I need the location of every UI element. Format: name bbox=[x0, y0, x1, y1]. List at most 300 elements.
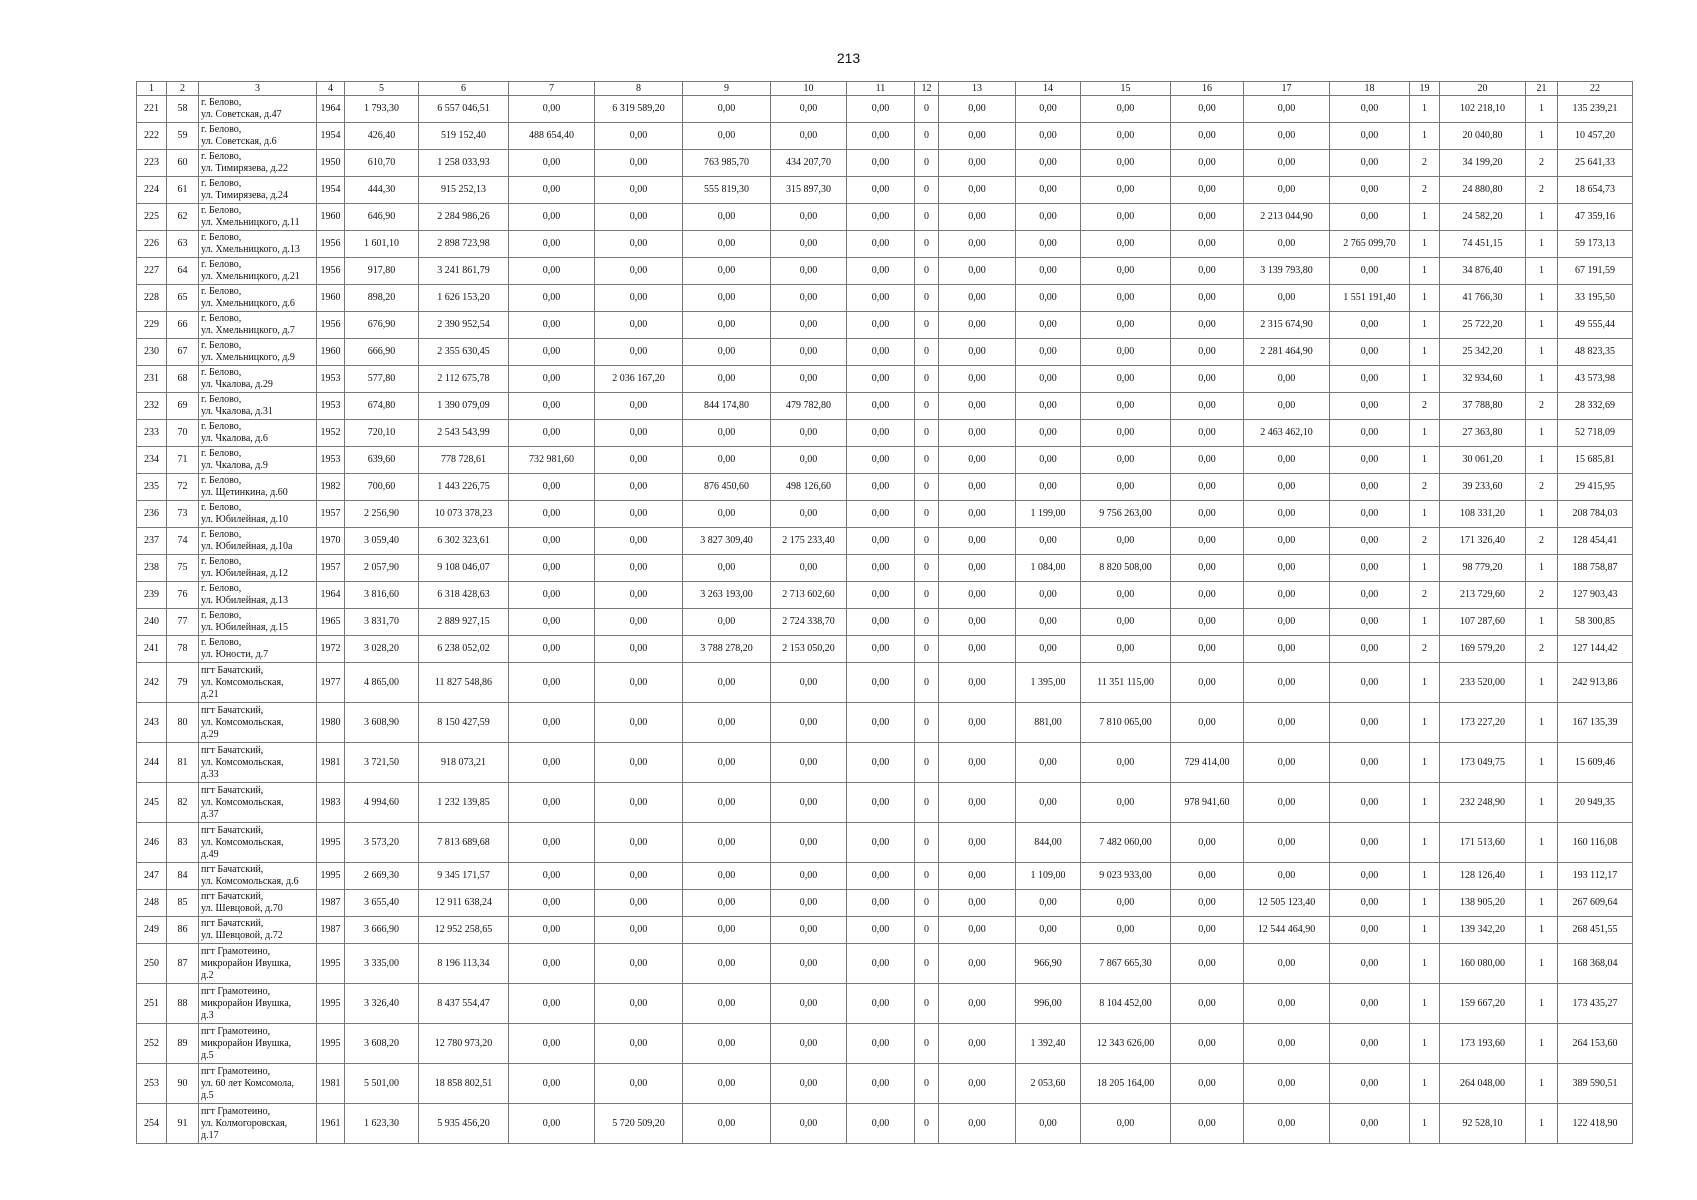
table-cell: 1 bbox=[1410, 366, 1440, 393]
table-cell: 10 073 378,23 bbox=[419, 501, 509, 528]
table-cell: 0,00 bbox=[683, 501, 771, 528]
table-cell: 1957 bbox=[317, 501, 345, 528]
table-cell: 0,00 bbox=[1081, 447, 1171, 474]
table-cell: 25 722,20 bbox=[1440, 312, 1526, 339]
address-line: г. Белово, bbox=[201, 610, 242, 621]
table-cell: 444,30 bbox=[345, 177, 419, 204]
address-line: ул. Тимирязева, д.24 bbox=[201, 190, 289, 201]
table-cell: 3 608,20 bbox=[345, 1024, 419, 1064]
table-cell: 0,00 bbox=[683, 204, 771, 231]
table-cell: 102 218,10 bbox=[1440, 96, 1526, 123]
table-cell: 1 bbox=[1410, 984, 1440, 1024]
table-cell: 0,00 bbox=[1081, 528, 1171, 555]
table-cell: 173 193,60 bbox=[1440, 1024, 1526, 1064]
table-cell: 0,00 bbox=[595, 1064, 683, 1104]
table-cell: 1 bbox=[1526, 823, 1558, 863]
table-cell: 674,80 bbox=[345, 393, 419, 420]
table-cell: 0,00 bbox=[771, 1024, 847, 1064]
table-cell: 1987 bbox=[317, 890, 345, 917]
table-cell: 0,00 bbox=[509, 823, 595, 863]
table-cell: 0,00 bbox=[509, 366, 595, 393]
table-cell: 0,00 bbox=[847, 96, 915, 123]
table-cell: 3 059,40 bbox=[345, 528, 419, 555]
address-cell bbox=[199, 528, 317, 555]
table-cell: 0,00 bbox=[847, 366, 915, 393]
table-cell: 0,00 bbox=[1081, 177, 1171, 204]
table-cell: 434 207,70 bbox=[771, 150, 847, 177]
table-cell: 1954 bbox=[317, 123, 345, 150]
table-cell: 0,00 bbox=[939, 743, 1016, 783]
address-line: ул. Хмельницкого, д.6 bbox=[201, 298, 295, 309]
table-cell: 519 152,40 bbox=[419, 123, 509, 150]
table-cell: 2 898 723,98 bbox=[419, 231, 509, 258]
table-cell: 0,00 bbox=[939, 555, 1016, 582]
table-cell: 1 623,30 bbox=[345, 1104, 419, 1144]
table-cell: 251 bbox=[137, 984, 167, 1024]
table-cell: 2 bbox=[1526, 636, 1558, 663]
table-cell: 0,00 bbox=[1171, 582, 1244, 609]
column-header: 21 bbox=[1526, 82, 1558, 96]
table-cell: 0,00 bbox=[509, 501, 595, 528]
address-line: г. Белово, bbox=[201, 556, 242, 567]
table-cell: 1 bbox=[1526, 703, 1558, 743]
table-cell: 639,60 bbox=[345, 447, 419, 474]
table-cell: 0,00 bbox=[1244, 823, 1330, 863]
table-cell: 1 bbox=[1526, 447, 1558, 474]
address-cell bbox=[199, 582, 317, 609]
table-cell: 9 023 933,00 bbox=[1081, 863, 1171, 890]
column-header: 13 bbox=[939, 82, 1016, 96]
address-line: ул. Юбилейная, д.13 bbox=[201, 595, 289, 606]
table-cell: 1 bbox=[1410, 1064, 1440, 1104]
table-cell: 0 bbox=[915, 663, 939, 703]
table-cell: 2 bbox=[1410, 636, 1440, 663]
table-cell: 0,00 bbox=[1244, 944, 1330, 984]
table-cell: 0,00 bbox=[1330, 890, 1410, 917]
table-cell: 0,00 bbox=[1171, 96, 1244, 123]
table-cell: 732 981,60 bbox=[509, 447, 595, 474]
address-line: г. Белово, bbox=[201, 97, 242, 108]
address-line: д.5 bbox=[201, 1049, 214, 1061]
table-cell: 0,00 bbox=[939, 312, 1016, 339]
table-cell: 0,00 bbox=[1171, 1024, 1244, 1064]
address-cell bbox=[199, 783, 317, 823]
table-cell: 160 116,08 bbox=[1558, 823, 1633, 863]
table-row bbox=[137, 258, 1633, 285]
table-cell: 1977 bbox=[317, 663, 345, 703]
table-cell: 2 724 338,70 bbox=[771, 609, 847, 636]
table-cell: 86 bbox=[167, 917, 199, 944]
table-cell: 235 bbox=[137, 474, 167, 501]
table-cell: 1995 bbox=[317, 863, 345, 890]
table-cell: 1953 bbox=[317, 447, 345, 474]
table-cell: 0,00 bbox=[847, 1064, 915, 1104]
table-cell: 1 bbox=[1526, 863, 1558, 890]
table-cell: 0,00 bbox=[771, 231, 847, 258]
table-cell: 264 048,00 bbox=[1440, 1064, 1526, 1104]
header-row bbox=[137, 82, 1633, 96]
table-cell: 0,00 bbox=[939, 1064, 1016, 1104]
table-cell: 0,00 bbox=[939, 339, 1016, 366]
table-cell: 0,00 bbox=[1171, 312, 1244, 339]
table-cell: 996,00 bbox=[1016, 984, 1081, 1024]
table-cell: 268 451,55 bbox=[1558, 917, 1633, 944]
table-cell: 244 bbox=[137, 743, 167, 783]
table-cell: 0,00 bbox=[847, 984, 915, 1024]
table-cell: 1 bbox=[1410, 447, 1440, 474]
table-cell: 0,00 bbox=[939, 501, 1016, 528]
table-cell: 0,00 bbox=[1016, 917, 1081, 944]
table-cell: 0,00 bbox=[595, 823, 683, 863]
table-cell: 0 bbox=[915, 204, 939, 231]
table-cell: 0 bbox=[915, 177, 939, 204]
table-cell: 73 bbox=[167, 501, 199, 528]
table-cell: 0,00 bbox=[1330, 366, 1410, 393]
table-cell: 0,00 bbox=[939, 231, 1016, 258]
table-cell: 0,00 bbox=[595, 231, 683, 258]
table-cell: 0,00 bbox=[771, 984, 847, 1024]
address-line: ул. Шевцовой, д.72 bbox=[201, 930, 283, 941]
table-cell: 2 713 602,60 bbox=[771, 582, 847, 609]
address-line: ул. Хмельницкого, д.13 bbox=[201, 244, 300, 255]
table-cell: 1970 bbox=[317, 528, 345, 555]
table-cell: 74 bbox=[167, 528, 199, 555]
table-cell: 0,00 bbox=[939, 393, 1016, 420]
table-cell: 0,00 bbox=[847, 783, 915, 823]
table-cell: 0,00 bbox=[847, 528, 915, 555]
address-line: пгт Грамотеино, bbox=[201, 1065, 271, 1077]
table-cell: 1 bbox=[1526, 1064, 1558, 1104]
table-cell: 68 bbox=[167, 366, 199, 393]
table-cell: 881,00 bbox=[1016, 703, 1081, 743]
table-cell: 0 bbox=[915, 984, 939, 1024]
table-cell: 577,80 bbox=[345, 366, 419, 393]
table-cell: 1964 bbox=[317, 582, 345, 609]
table-row bbox=[137, 393, 1633, 420]
table-row bbox=[137, 1104, 1633, 1144]
table-cell: 9 108 046,07 bbox=[419, 555, 509, 582]
table-cell: 0,00 bbox=[1016, 582, 1081, 609]
table-row bbox=[137, 312, 1633, 339]
table-cell: 224 bbox=[137, 177, 167, 204]
table-row bbox=[137, 528, 1633, 555]
table-cell: 0,00 bbox=[683, 823, 771, 863]
table-cell: 0,00 bbox=[1081, 258, 1171, 285]
table-cell: 0,00 bbox=[1081, 582, 1171, 609]
table-cell: 0,00 bbox=[683, 703, 771, 743]
table-cell: 128 454,41 bbox=[1558, 528, 1633, 555]
address-line: пгт Бачатский, bbox=[201, 891, 264, 902]
table-cell: 12 780 973,20 bbox=[419, 1024, 509, 1064]
table-cell: 0,00 bbox=[1171, 703, 1244, 743]
address-line: ул. Щетинкина, д.60 bbox=[201, 487, 288, 498]
table-cell: 25 641,33 bbox=[1558, 150, 1633, 177]
table-cell: 74 451,15 bbox=[1440, 231, 1526, 258]
table-cell: 245 bbox=[137, 783, 167, 823]
table-cell: 0,00 bbox=[595, 663, 683, 703]
table-cell: 61 bbox=[167, 177, 199, 204]
table-cell: 0,00 bbox=[595, 890, 683, 917]
table-cell: 0,00 bbox=[1171, 1064, 1244, 1104]
table-cell: 0,00 bbox=[1330, 123, 1410, 150]
table-cell: 0,00 bbox=[1244, 555, 1330, 582]
table-cell: 0,00 bbox=[1244, 984, 1330, 1024]
table-cell: 2 315 674,90 bbox=[1244, 312, 1330, 339]
table-cell: 0,00 bbox=[1330, 984, 1410, 1024]
table-cell: 966,90 bbox=[1016, 944, 1081, 984]
column-header: 2 bbox=[167, 82, 199, 96]
table-cell: 0 bbox=[915, 783, 939, 823]
table-cell: 208 784,03 bbox=[1558, 501, 1633, 528]
table-cell: 1 626 153,20 bbox=[419, 285, 509, 312]
address-line: ул. Советская, д.47 bbox=[201, 109, 282, 120]
table-cell: 18 858 802,51 bbox=[419, 1064, 509, 1104]
table-row bbox=[137, 177, 1633, 204]
table-cell: 1954 bbox=[317, 177, 345, 204]
table-cell: 63 bbox=[167, 231, 199, 258]
table-cell: 0,00 bbox=[1081, 609, 1171, 636]
address-line: пгт Грамотеино, bbox=[201, 1105, 271, 1117]
table-cell: 0 bbox=[915, 447, 939, 474]
table-cell: 252 bbox=[137, 1024, 167, 1064]
table-cell: 0,00 bbox=[771, 258, 847, 285]
table-cell: 1 bbox=[1526, 984, 1558, 1024]
table-cell: 60 bbox=[167, 150, 199, 177]
table-cell: 1 bbox=[1410, 312, 1440, 339]
table-cell: 0,00 bbox=[595, 339, 683, 366]
table-cell: 0 bbox=[915, 917, 939, 944]
table-cell: 246 bbox=[137, 823, 167, 863]
table-cell: 1 bbox=[1526, 743, 1558, 783]
table-cell: 0,00 bbox=[683, 1064, 771, 1104]
table-cell: 0,00 bbox=[1244, 150, 1330, 177]
table-cell: 2 543 543,99 bbox=[419, 420, 509, 447]
address-line: г. Белово, bbox=[201, 124, 242, 135]
table-cell: 0,00 bbox=[1081, 339, 1171, 366]
table-cell: 229 bbox=[137, 312, 167, 339]
table-cell: 0,00 bbox=[1330, 312, 1410, 339]
table-cell: 233 bbox=[137, 420, 167, 447]
address-line: г. Белово, bbox=[201, 286, 242, 297]
table-cell: 0,00 bbox=[1330, 1104, 1410, 1144]
table-cell: 0,00 bbox=[1016, 123, 1081, 150]
table-cell: 12 505 123,40 bbox=[1244, 890, 1330, 917]
table-cell: 24 582,20 bbox=[1440, 204, 1526, 231]
table-cell: 0,00 bbox=[771, 96, 847, 123]
table-cell: 0,00 bbox=[1081, 123, 1171, 150]
table-cell: 1 bbox=[1410, 743, 1440, 783]
table-cell: 720,10 bbox=[345, 420, 419, 447]
table-cell: 3 028,20 bbox=[345, 636, 419, 663]
table-cell: 0,00 bbox=[1171, 609, 1244, 636]
table-cell: 0 bbox=[915, 582, 939, 609]
table-cell: 32 934,60 bbox=[1440, 366, 1526, 393]
table-cell: 1980 bbox=[317, 703, 345, 743]
table-cell: 0,00 bbox=[1171, 1104, 1244, 1144]
table-cell: 1 bbox=[1410, 609, 1440, 636]
table-cell: 0,00 bbox=[1016, 420, 1081, 447]
table-cell: 0,00 bbox=[1171, 285, 1244, 312]
table-cell: 729 414,00 bbox=[1171, 743, 1244, 783]
table-cell: 0,00 bbox=[771, 555, 847, 582]
address-line: ул. Колмогоровская, bbox=[201, 1117, 288, 1129]
table-cell: 1 bbox=[1526, 204, 1558, 231]
table-cell: 389 590,51 bbox=[1558, 1064, 1633, 1104]
table-cell: 0,00 bbox=[1171, 447, 1244, 474]
table-cell: 213 729,60 bbox=[1440, 582, 1526, 609]
table-cell: 1 551 191,40 bbox=[1330, 285, 1410, 312]
table-cell: 0 bbox=[915, 703, 939, 743]
table-cell: 1 bbox=[1526, 123, 1558, 150]
table-cell: 479 782,80 bbox=[771, 393, 847, 420]
table-cell: 39 233,60 bbox=[1440, 474, 1526, 501]
table-cell: 0,00 bbox=[595, 944, 683, 984]
table-cell: 0,00 bbox=[1244, 703, 1330, 743]
table-cell: 1960 bbox=[317, 204, 345, 231]
table-cell: 2 bbox=[1526, 150, 1558, 177]
address-cell bbox=[199, 123, 317, 150]
table-cell: 0,00 bbox=[1330, 703, 1410, 743]
table-cell: 64 bbox=[167, 258, 199, 285]
address-line: микрорайон Ивушка, bbox=[201, 1037, 292, 1049]
address-line: г. Белово, bbox=[201, 502, 242, 513]
table-cell: 1 bbox=[1526, 609, 1558, 636]
address-cell bbox=[199, 231, 317, 258]
table-cell: 0,00 bbox=[1330, 501, 1410, 528]
table-cell: 234 bbox=[137, 447, 167, 474]
table-cell: 249 bbox=[137, 917, 167, 944]
table-cell: 1995 bbox=[317, 1024, 345, 1064]
table-cell: 3 241 861,79 bbox=[419, 258, 509, 285]
table-cell: 223 bbox=[137, 150, 167, 177]
table-cell: 228 bbox=[137, 285, 167, 312]
table-cell: 0,00 bbox=[595, 258, 683, 285]
table-cell: 426,40 bbox=[345, 123, 419, 150]
table-cell: 2 bbox=[1526, 177, 1558, 204]
table-cell: 24 880,80 bbox=[1440, 177, 1526, 204]
table-cell: 0,00 bbox=[1016, 177, 1081, 204]
table-cell: 0,00 bbox=[1330, 917, 1410, 944]
table-cell: 232 248,90 bbox=[1440, 783, 1526, 823]
table-cell: 0,00 bbox=[1330, 636, 1410, 663]
table-cell: 0,00 bbox=[1081, 96, 1171, 123]
table-cell: 0,00 bbox=[939, 863, 1016, 890]
table-cell: 239 bbox=[137, 582, 167, 609]
address-cell bbox=[199, 420, 317, 447]
table-cell: 0,00 bbox=[1244, 285, 1330, 312]
table-cell: 10 457,20 bbox=[1558, 123, 1633, 150]
table-cell: 0,00 bbox=[1244, 501, 1330, 528]
table-cell: 915 252,13 bbox=[419, 177, 509, 204]
table-cell: 0,00 bbox=[847, 447, 915, 474]
table-cell: 0,00 bbox=[595, 528, 683, 555]
table-cell: 1 bbox=[1526, 312, 1558, 339]
table-cell: 0,00 bbox=[1081, 285, 1171, 312]
table-cell: 0,00 bbox=[1244, 582, 1330, 609]
table-cell: 0 bbox=[915, 366, 939, 393]
table-cell: 646,90 bbox=[345, 204, 419, 231]
table-cell: 1983 bbox=[317, 783, 345, 823]
table-cell: 79 bbox=[167, 663, 199, 703]
address-line: пгт Бачатский, bbox=[201, 664, 264, 676]
address-cell bbox=[199, 917, 317, 944]
table-cell: 227 bbox=[137, 258, 167, 285]
table-cell: 0,00 bbox=[683, 944, 771, 984]
table-cell: 1 bbox=[1410, 258, 1440, 285]
address-line: д.49 bbox=[201, 848, 219, 860]
table-cell: 0,00 bbox=[771, 204, 847, 231]
table-cell: 0,00 bbox=[1171, 823, 1244, 863]
table-cell: 2 bbox=[1410, 393, 1440, 420]
table-cell: 0,00 bbox=[1016, 609, 1081, 636]
table-cell: 0,00 bbox=[1016, 783, 1081, 823]
table-row bbox=[137, 366, 1633, 393]
address-cell bbox=[199, 150, 317, 177]
table-cell: 0,00 bbox=[847, 863, 915, 890]
table-cell: 11 827 548,86 bbox=[419, 663, 509, 703]
table-cell: 12 343 626,00 bbox=[1081, 1024, 1171, 1064]
table-cell: 0,00 bbox=[509, 703, 595, 743]
table-cell: 15 685,81 bbox=[1558, 447, 1633, 474]
table-cell: 92 528,10 bbox=[1440, 1104, 1526, 1144]
address-line: ул. Юбилейная, д.15 bbox=[201, 622, 289, 633]
table-cell: 0,00 bbox=[683, 123, 771, 150]
table-cell: 0,00 bbox=[847, 474, 915, 501]
table-cell: 1 bbox=[1526, 366, 1558, 393]
address-line: г. Белово, bbox=[201, 178, 242, 189]
address-cell bbox=[199, 984, 317, 1024]
table-cell: 0,00 bbox=[1171, 420, 1244, 447]
table-cell: 1956 bbox=[317, 231, 345, 258]
address-cell bbox=[199, 393, 317, 420]
table-cell: 107 287,60 bbox=[1440, 609, 1526, 636]
table-cell: 0,00 bbox=[1330, 555, 1410, 582]
address-cell bbox=[199, 339, 317, 366]
table-cell: 0,00 bbox=[939, 609, 1016, 636]
table-cell: 844 174,80 bbox=[683, 393, 771, 420]
table-cell: 41 766,30 bbox=[1440, 285, 1526, 312]
table-cell: 1 bbox=[1410, 863, 1440, 890]
table-cell: 254 bbox=[137, 1104, 167, 1144]
table-cell: 1987 bbox=[317, 917, 345, 944]
table-cell: 0,00 bbox=[595, 743, 683, 783]
table-cell: 0,00 bbox=[1016, 312, 1081, 339]
table-cell: 8 150 427,59 bbox=[419, 703, 509, 743]
table-cell: 2 bbox=[1526, 474, 1558, 501]
table-cell: 0,00 bbox=[595, 1024, 683, 1064]
table-cell: 2 175 233,40 bbox=[771, 528, 847, 555]
table-cell: 0,00 bbox=[939, 984, 1016, 1024]
table-cell: 0,00 bbox=[509, 285, 595, 312]
table-cell: 0,00 bbox=[509, 312, 595, 339]
table-cell: 7 810 065,00 bbox=[1081, 703, 1171, 743]
table-cell: 242 913,86 bbox=[1558, 663, 1633, 703]
table-cell: 2 463 462,10 bbox=[1244, 420, 1330, 447]
table-cell: 2 355 630,45 bbox=[419, 339, 509, 366]
table-cell: 0,00 bbox=[509, 555, 595, 582]
table-cell: 0,00 bbox=[847, 285, 915, 312]
address-line: ул. Комсомольская, bbox=[201, 796, 284, 808]
table-cell: 91 bbox=[167, 1104, 199, 1144]
table-cell: 59 173,13 bbox=[1558, 231, 1633, 258]
table-cell: 0,00 bbox=[509, 150, 595, 177]
table-cell: 0,00 bbox=[1016, 204, 1081, 231]
table-cell: 0,00 bbox=[847, 1024, 915, 1064]
table-row bbox=[137, 1064, 1633, 1104]
table-cell: 1 bbox=[1526, 783, 1558, 823]
address-line: пгт Грамотеино, bbox=[201, 945, 271, 957]
table-cell: 2 036 167,20 bbox=[595, 366, 683, 393]
